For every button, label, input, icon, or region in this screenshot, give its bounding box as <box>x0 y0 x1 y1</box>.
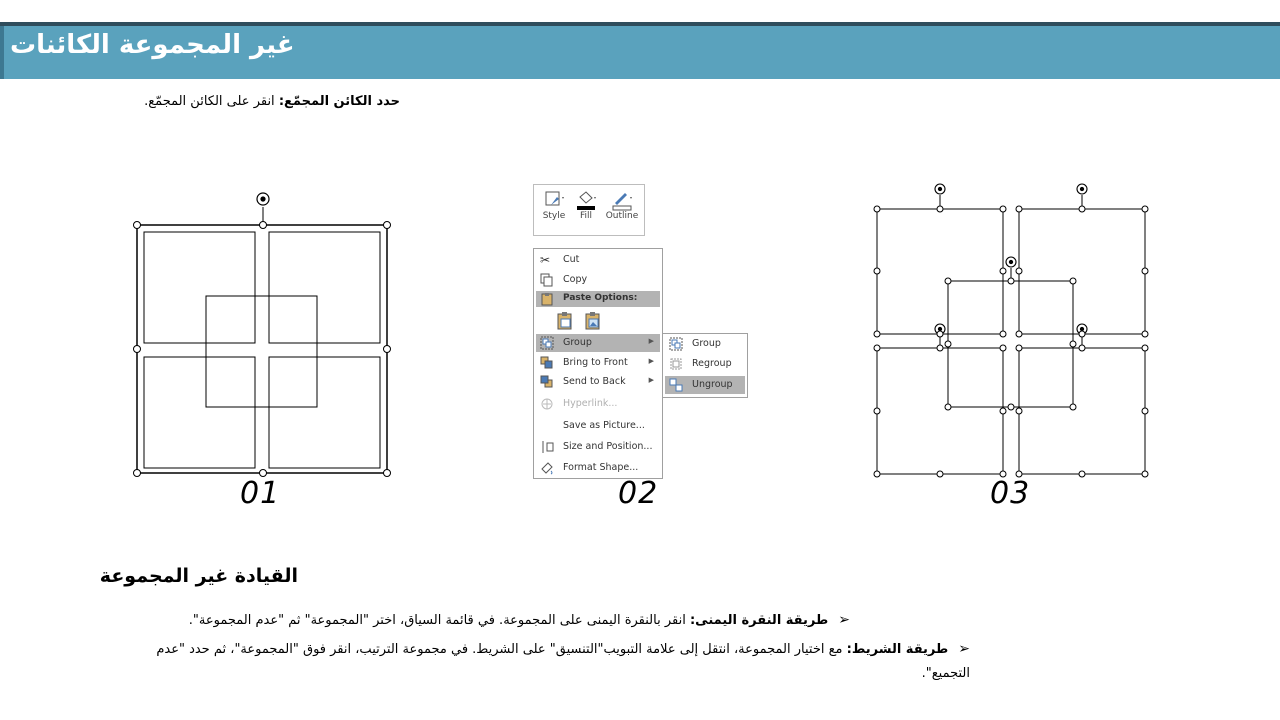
send-to-back-label: Send to Back <box>563 376 626 387</box>
rotate-handle-icon <box>257 193 269 205</box>
resize-handle <box>1016 345 1022 351</box>
pen-outline-icon <box>609 189 635 211</box>
resize-handle <box>945 341 951 347</box>
outline-button[interactable] <box>604 189 640 221</box>
figure-label-02: 02 <box>618 476 659 511</box>
paste-keep-source-button[interactable] <box>556 311 574 331</box>
instruction-text: انقر على الكائن المجمّع. <box>144 94 279 109</box>
menu-item-bring-to-front[interactable] <box>536 354 660 372</box>
resize-handle <box>874 331 880 337</box>
square-top-right <box>269 232 380 343</box>
submenu-regroup-label: Regroup <box>692 358 732 369</box>
arrow-bullet-icon: ➢ <box>958 641 970 657</box>
cut-label: Cut <box>563 254 580 265</box>
resize-handle <box>134 470 141 477</box>
bring-to-front-label: Bring to Front <box>563 357 628 368</box>
submenu-group-label: Group <box>692 338 721 349</box>
figure-label-01: 01 <box>240 476 281 511</box>
size-position-icon <box>540 440 554 454</box>
submenu-arrow-icon: ▶ <box>648 337 654 345</box>
resize-handle <box>874 268 880 274</box>
grouped-object-diagram[interactable] <box>128 188 398 480</box>
instruction-label: حدد الكائن المجمّع: <box>278 94 400 109</box>
submenu-item-regroup[interactable] <box>665 355 745 373</box>
paste-picture-icon <box>584 311 602 331</box>
resize-handle <box>1016 331 1022 337</box>
resize-handle <box>1000 331 1006 337</box>
resize-handle <box>1142 408 1148 414</box>
copy-label: Copy <box>563 274 588 285</box>
resize-handle <box>937 206 943 212</box>
submenu-item-group[interactable] <box>665 335 745 353</box>
banner-edge <box>0 26 4 79</box>
paste-options-header <box>536 291 660 307</box>
copy-icon <box>540 273 554 287</box>
hyperlink-label: Hyperlink... <box>563 398 618 409</box>
resize-handle <box>1142 331 1148 337</box>
resize-handle <box>1000 206 1006 212</box>
regroup-icon <box>669 357 683 371</box>
resize-handle <box>937 345 943 351</box>
resize-handle <box>1079 331 1085 337</box>
resize-handle <box>1079 345 1085 351</box>
menu-item-size-and-position[interactable] <box>536 438 660 456</box>
menu-item-hyperlink[interactable] <box>536 395 660 413</box>
resize-handle <box>874 345 880 351</box>
submenu-arrow-icon: ▶ <box>648 357 654 365</box>
b1-label: طريقة النقرة اليمنى: <box>689 613 829 628</box>
fill-bucket-icon <box>573 189 599 211</box>
square-top-right <box>1019 209 1145 334</box>
bullet-right-click-method <box>189 612 850 628</box>
outline-label: Outline <box>605 211 639 221</box>
bullet-ribbon-method <box>110 637 970 686</box>
resize-handle <box>134 346 141 353</box>
resize-handle <box>1000 345 1006 351</box>
hyperlink-icon <box>540 397 554 411</box>
menu-item-copy[interactable] <box>536 271 660 289</box>
resize-handle <box>1000 268 1006 274</box>
resize-handle <box>260 222 267 229</box>
square-bottom-right <box>269 357 380 468</box>
square-center <box>948 281 1073 407</box>
resize-handle <box>1142 471 1148 477</box>
context-menu <box>533 248 663 479</box>
resize-handle <box>945 404 951 410</box>
submenu-arrow-icon: ▶ <box>648 376 654 384</box>
paste-options-label: Paste Options: <box>563 293 638 303</box>
scissors-icon: ✂ <box>540 253 551 267</box>
resize-handle <box>1079 471 1085 477</box>
resize-handle <box>945 278 951 284</box>
fill-button[interactable] <box>572 189 600 221</box>
resize-handle <box>874 408 880 414</box>
clipboard-icon <box>540 292 554 306</box>
group-submenu <box>662 333 748 398</box>
resize-handle <box>1142 345 1148 351</box>
slide-title: غير المجموعة الكائنات <box>10 30 295 60</box>
resize-handle <box>1016 268 1022 274</box>
style-label: Style <box>542 211 566 221</box>
resize-handle <box>874 471 880 477</box>
rotate-handle-icon <box>1006 257 1016 267</box>
b2-text: مع اختيار المجموعة، انتقل إلى علامة التبويب"التنسيق" على الشريط. في مجموعة الترتيب، انقر فوق "المجموعة"، ثم حدد "عدم التجميع". <box>156 642 970 681</box>
resize-handle <box>1070 341 1076 347</box>
resize-handle <box>1142 206 1148 212</box>
menu-item-save-as-picture[interactable] <box>536 417 660 435</box>
group-bounding-box <box>137 225 387 473</box>
resize-handle <box>1079 206 1085 212</box>
resize-handle <box>1016 206 1022 212</box>
shape-style-icon <box>541 189 567 211</box>
resize-handle <box>1142 268 1148 274</box>
ungroup-icon <box>669 378 683 392</box>
format-shape-icon <box>540 461 554 475</box>
resize-handle <box>1070 404 1076 410</box>
menu-item-format-shape[interactable] <box>536 459 660 477</box>
style-button[interactable] <box>540 189 568 221</box>
save-as-picture-label: Save as Picture... <box>563 420 645 431</box>
submenu-ungroup-label: Ungroup <box>692 379 733 390</box>
square-bottom-left <box>144 357 255 468</box>
menu-item-send-to-back[interactable] <box>536 373 660 391</box>
resize-handle <box>937 331 943 337</box>
rotate-handle-icon <box>935 184 945 194</box>
square-center <box>206 296 317 407</box>
send-to-back-icon <box>540 375 554 389</box>
menu-item-group[interactable] <box>536 334 660 352</box>
group-icon <box>669 337 683 351</box>
rotate-handle-icon <box>1077 184 1087 194</box>
ungrouped-objects-diagram[interactable] <box>868 180 1158 482</box>
resize-handle <box>384 346 391 353</box>
resize-handle <box>1008 404 1014 410</box>
b2-label: طريقة الشريط: <box>846 642 949 657</box>
square-bottom-right <box>1019 348 1145 474</box>
resize-handle <box>384 470 391 477</box>
resize-handle <box>134 222 141 229</box>
fill-label: Fill <box>579 211 593 221</box>
submenu-item-ungroup[interactable] <box>665 376 745 394</box>
paste-picture-button[interactable] <box>584 311 602 331</box>
arrow-bullet-icon: ➢ <box>838 612 850 628</box>
size-and-position-label: Size and Position... <box>563 441 653 452</box>
resize-handle <box>937 471 943 477</box>
square-bottom-left <box>877 348 1003 474</box>
paste-keep-source-icon <box>556 311 574 331</box>
format-shape-label: Format Shape... <box>563 462 639 473</box>
instruction-line <box>144 94 400 109</box>
resize-handle <box>1000 408 1006 414</box>
group-label: Group <box>563 337 592 348</box>
b1-text: انقر بالنقرة اليمنى على المجموعة. في قائمة السياق، اختر "المجموعة" ثم "عدم المجموعة". <box>188 613 690 628</box>
resize-handle <box>384 222 391 229</box>
section-heading: القيادة غير المجموعة <box>99 565 298 587</box>
mini-toolbar <box>533 184 645 236</box>
resize-handle <box>1008 278 1014 284</box>
square-top-left <box>877 209 1003 334</box>
resize-handle <box>1016 408 1022 414</box>
figure-label-03: 03 <box>990 476 1031 511</box>
resize-handle <box>874 206 880 212</box>
group-icon <box>540 336 554 350</box>
resize-handle <box>1070 278 1076 284</box>
square-top-left <box>144 232 255 343</box>
menu-item-cut[interactable] <box>536 251 660 269</box>
bring-to-front-icon <box>540 356 554 370</box>
